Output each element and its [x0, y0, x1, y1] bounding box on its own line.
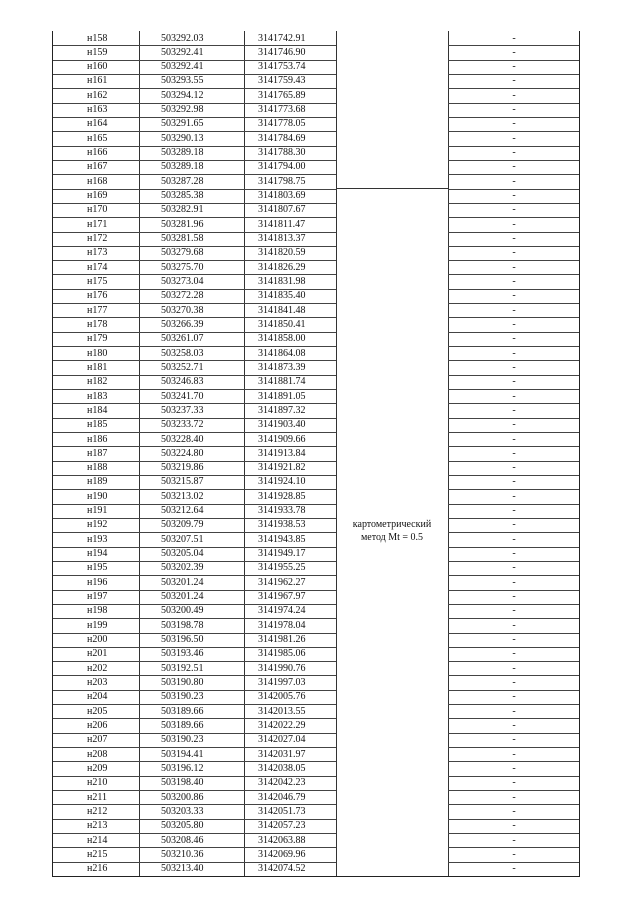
point-number: н162 — [87, 89, 108, 101]
x-coordinate: 503258.03 — [161, 347, 204, 359]
x-coordinate: 503205.80 — [161, 820, 204, 832]
x-coordinate: 503237.33 — [161, 404, 204, 416]
note-dash: - — [512, 318, 516, 330]
point-number: н181 — [87, 361, 108, 373]
x-coordinate: 503189.66 — [161, 719, 204, 731]
y-coordinate: 3142013.55 — [258, 705, 306, 717]
point-number: н192 — [87, 519, 108, 531]
y-coordinate: 3141742.91 — [258, 32, 306, 44]
y-coordinate: 3142074.52 — [258, 863, 306, 875]
y-coordinate: 3142051.73 — [258, 805, 306, 817]
x-coordinate: 503287.28 — [161, 175, 204, 187]
x-coordinate: 503193.46 — [161, 648, 204, 660]
note-dash: - — [512, 447, 516, 459]
column-divider — [448, 31, 449, 876]
x-coordinate: 503208.46 — [161, 834, 204, 846]
y-coordinate: 3141811.47 — [258, 218, 306, 230]
column-divider — [139, 31, 140, 876]
point-number: н198 — [87, 605, 108, 617]
y-coordinate: 3141903.40 — [258, 419, 306, 431]
y-coordinate: 3141864.08 — [258, 347, 306, 359]
y-coordinate: 3141831.98 — [258, 275, 306, 287]
y-coordinate: 3142063.88 — [258, 834, 306, 846]
point-number: н197 — [87, 591, 108, 603]
x-coordinate: 503213.02 — [161, 490, 204, 502]
point-number: н185 — [87, 419, 108, 431]
y-coordinate: 3141974.24 — [258, 605, 306, 617]
note-dash: - — [512, 634, 516, 646]
y-coordinate: 3142042.23 — [258, 777, 306, 789]
x-coordinate: 503273.04 — [161, 275, 204, 287]
note-dash: - — [512, 247, 516, 259]
y-coordinate: 3141794.00 — [258, 161, 306, 173]
x-coordinate: 503279.68 — [161, 247, 204, 259]
y-coordinate: 3142057.23 — [258, 820, 306, 832]
x-coordinate: 503292.03 — [161, 32, 204, 44]
point-number: н212 — [87, 805, 108, 817]
point-number: н210 — [87, 777, 108, 789]
note-dash: - — [512, 347, 516, 359]
note-dash: - — [512, 204, 516, 216]
point-number: н196 — [87, 576, 108, 588]
x-coordinate: 503215.87 — [161, 476, 204, 488]
x-coordinate: 503205.04 — [161, 548, 204, 560]
x-coordinate: 503292.98 — [161, 104, 204, 116]
note-dash: - — [512, 777, 516, 789]
note-dash: - — [512, 548, 516, 560]
x-coordinate: 503190.80 — [161, 676, 204, 688]
y-coordinate: 3141891.05 — [258, 390, 306, 402]
x-coordinate: 503219.86 — [161, 462, 204, 474]
method-cell — [336, 519, 448, 544]
x-coordinate: 503291.65 — [161, 118, 204, 130]
note-dash: - — [512, 61, 516, 73]
y-coordinate: 3141841.48 — [258, 304, 306, 316]
note-dash: - — [512, 820, 516, 832]
point-number: н160 — [87, 61, 108, 73]
y-coordinate: 3141765.89 — [258, 89, 306, 101]
point-number: н200 — [87, 634, 108, 646]
point-number: н168 — [87, 175, 108, 187]
point-number: н190 — [87, 490, 108, 502]
y-coordinate: 3141788.30 — [258, 147, 306, 159]
x-coordinate: 503270.38 — [161, 304, 204, 316]
x-coordinate: 503281.58 — [161, 233, 204, 244]
y-coordinate: 3141784.69 — [258, 132, 306, 144]
note-dash: - — [512, 390, 516, 402]
point-number: н169 — [87, 190, 108, 202]
y-coordinate: 3141873.39 — [258, 361, 306, 373]
note-dash: - — [512, 175, 516, 187]
point-number: н176 — [87, 290, 108, 302]
x-coordinate: 503198.78 — [161, 619, 204, 631]
y-coordinate: 3141858.00 — [258, 333, 306, 345]
x-coordinate: 503201.24 — [161, 591, 204, 603]
y-coordinate: 3141826.29 — [258, 261, 306, 273]
y-coordinate: 3142046.79 — [258, 791, 306, 803]
point-number: н161 — [87, 75, 108, 87]
y-coordinate: 3141897.32 — [258, 404, 306, 416]
x-coordinate: 503233.72 — [161, 419, 204, 431]
note-dash: - — [512, 275, 516, 287]
y-coordinate: 3141997.03 — [258, 676, 306, 688]
point-number: н187 — [87, 447, 108, 459]
point-number: н182 — [87, 376, 108, 388]
point-number: н178 — [87, 318, 108, 330]
note-dash: - — [512, 89, 516, 101]
note-dash: - — [512, 591, 516, 603]
point-number: н201 — [87, 648, 108, 660]
note-dash: - — [512, 676, 516, 688]
x-coordinate: 503196.12 — [161, 762, 204, 774]
point-number: н211 — [87, 791, 107, 803]
note-dash: - — [512, 863, 516, 875]
note-dash: - — [512, 562, 516, 574]
note-dash: - — [512, 404, 516, 416]
point-number: н175 — [87, 275, 108, 287]
x-coordinate: 503292.41 — [161, 61, 204, 73]
x-coordinate: 503203.33 — [161, 805, 204, 817]
x-coordinate: 503190.23 — [161, 691, 204, 703]
y-coordinate: 3142038.05 — [258, 762, 306, 774]
y-coordinate: 3141985.06 — [258, 648, 306, 660]
point-number: н183 — [87, 390, 108, 402]
note-dash: - — [512, 705, 516, 717]
y-coordinate: 3141798.75 — [258, 175, 306, 187]
point-number: н171 — [87, 218, 108, 230]
point-number: н174 — [87, 261, 108, 273]
y-coordinate: 3141928.85 — [258, 490, 306, 502]
y-coordinate: 3141924.10 — [258, 476, 306, 488]
point-number: н208 — [87, 748, 108, 760]
note-dash: - — [512, 619, 516, 631]
point-number: н163 — [87, 104, 108, 116]
note-dash: - — [512, 261, 516, 273]
y-coordinate: 3141773.68 — [258, 104, 306, 116]
x-coordinate: 503189.66 — [161, 705, 204, 717]
y-coordinate: 3141933.78 — [258, 505, 306, 517]
note-dash: - — [512, 46, 516, 58]
x-coordinate: 503290.13 — [161, 132, 204, 144]
point-number: н213 — [87, 820, 108, 832]
y-coordinate: 3141807.67 — [258, 204, 306, 216]
note-dash: - — [512, 118, 516, 130]
x-coordinate: 503261.07 — [161, 333, 204, 345]
x-coordinate: 503272.28 — [161, 290, 204, 302]
note-dash: - — [512, 719, 516, 731]
note-dash: - — [512, 748, 516, 760]
point-number: н180 — [87, 347, 108, 359]
note-dash: - — [512, 462, 516, 474]
x-coordinate: 503281.96 — [161, 218, 204, 230]
y-coordinate: 3142022.29 — [258, 719, 306, 731]
column-divider — [244, 31, 245, 876]
point-number: н194 — [87, 548, 108, 560]
x-coordinate: 503212.64 — [161, 505, 204, 517]
note-dash: - — [512, 376, 516, 388]
point-number: н214 — [87, 834, 108, 846]
point-number: н177 — [87, 304, 108, 316]
x-coordinate: 503200.49 — [161, 605, 204, 617]
y-coordinate: 3141803.69 — [258, 190, 306, 202]
point-number: н167 — [87, 161, 108, 173]
y-coordinate: 3141909.66 — [258, 433, 306, 445]
point-number: н193 — [87, 533, 108, 545]
y-coordinate: 3141938.53 — [258, 519, 306, 531]
point-number: н164 — [87, 118, 108, 130]
note-dash: - — [512, 533, 516, 545]
note-dash: - — [512, 304, 516, 316]
y-coordinate: 3142027.04 — [258, 734, 306, 746]
note-dash: - — [512, 734, 516, 746]
x-coordinate: 503285.38 — [161, 190, 204, 202]
note-dash: - — [512, 805, 516, 817]
note-dash: - — [512, 762, 516, 774]
point-number: н215 — [87, 848, 108, 860]
point-number: н159 — [87, 46, 108, 58]
point-number: н209 — [87, 762, 108, 774]
y-coordinate: 3141921.82 — [258, 462, 306, 474]
y-coordinate: 3141820.59 — [258, 247, 306, 259]
point-number: н158 — [87, 32, 108, 44]
note-dash: - — [512, 519, 516, 531]
note-dash: - — [512, 161, 516, 173]
point-number: н166 — [87, 147, 108, 159]
note-dash: - — [512, 662, 516, 674]
x-coordinate: 503246.83 — [161, 376, 204, 388]
x-coordinate: 503200.86 — [161, 791, 204, 803]
point-number: н170 — [87, 204, 108, 216]
point-number: н191 — [87, 505, 108, 517]
point-number: н165 — [87, 132, 108, 144]
y-coordinate: 3141753.74 — [258, 61, 306, 73]
x-coordinate: 503241.70 — [161, 390, 204, 402]
column-divider — [336, 31, 337, 876]
x-coordinate: 503210.36 — [161, 848, 204, 860]
x-coordinate: 503194.41 — [161, 748, 204, 760]
y-coordinate: 3141746.90 — [258, 46, 306, 58]
x-coordinate: 503292.41 — [161, 46, 204, 58]
point-number: н207 — [87, 734, 108, 746]
y-coordinate: 3141913.84 — [258, 447, 306, 459]
note-dash: - — [512, 791, 516, 803]
y-coordinate: 3141955.25 — [258, 562, 306, 574]
x-coordinate: 503282.91 — [161, 204, 204, 216]
note-dash: - — [512, 132, 516, 144]
note-dash: - — [512, 290, 516, 302]
point-number: н179 — [87, 333, 108, 345]
point-number: н216 — [87, 863, 108, 875]
merged-cell-divider — [336, 188, 448, 189]
point-number: н199 — [87, 619, 108, 631]
point-number: н173 — [87, 247, 108, 259]
note-dash: - — [512, 834, 516, 846]
note-dash: - — [512, 218, 516, 230]
x-coordinate: 503198.40 — [161, 777, 204, 789]
note-dash: - — [512, 333, 516, 345]
x-coordinate: 503294.12 — [161, 89, 204, 101]
x-coordinate: 503266.39 — [161, 318, 204, 330]
y-coordinate: 3141759.43 — [258, 75, 306, 87]
x-coordinate: 503201.24 — [161, 576, 204, 588]
x-coordinate: 503293.55 — [161, 75, 204, 87]
note-dash: - — [512, 32, 516, 44]
y-coordinate: 3141778.05 — [258, 118, 306, 130]
point-number: н206 — [87, 719, 108, 731]
point-number: н203 — [87, 676, 108, 688]
note-dash: - — [512, 476, 516, 488]
y-coordinate: 3142031.97 — [258, 748, 306, 760]
note-dash: - — [512, 490, 516, 502]
y-coordinate: 3141990.76 — [258, 662, 306, 674]
x-coordinate: 503213.40 — [161, 863, 204, 875]
x-coordinate: 503275.70 — [161, 261, 204, 273]
x-coordinate: 503224.80 — [161, 447, 204, 459]
y-coordinate: 3141949.17 — [258, 548, 306, 560]
note-dash: - — [512, 848, 516, 860]
x-coordinate: 503252.71 — [161, 361, 204, 373]
point-number: н184 — [87, 404, 108, 416]
x-coordinate: 503202.39 — [161, 562, 204, 574]
x-coordinate: 503207.51 — [161, 533, 204, 545]
point-number: н186 — [87, 433, 108, 445]
note-dash: - — [512, 691, 516, 703]
note-dash: - — [512, 104, 516, 116]
note-dash: - — [512, 147, 516, 159]
x-coordinate: 503228.40 — [161, 433, 204, 445]
y-coordinate: 3141835.40 — [258, 290, 306, 302]
x-coordinate: 503190.23 — [161, 734, 204, 746]
note-dash: - — [512, 605, 516, 617]
note-dash: - — [512, 233, 516, 244]
note-dash: - — [512, 505, 516, 517]
y-coordinate: 3141962.27 — [258, 576, 306, 588]
y-coordinate: 3141850.41 — [258, 318, 306, 330]
method-name: картометрический — [352, 519, 432, 530]
y-coordinate: 3141981.26 — [258, 634, 306, 646]
note-dash: - — [512, 419, 516, 431]
x-coordinate: 503192.51 — [161, 662, 204, 674]
point-number: н188 — [87, 462, 108, 474]
x-coordinate: 503209.79 — [161, 519, 204, 531]
x-coordinate: 503289.18 — [161, 161, 204, 173]
note-dash: - — [512, 648, 516, 660]
y-coordinate: 3141813.37 — [258, 233, 306, 244]
y-coordinate: 3141967.97 — [258, 591, 306, 603]
note-dash: - — [512, 190, 516, 202]
point-number: н202 — [87, 662, 108, 674]
y-coordinate: 3141881.74 — [258, 376, 306, 388]
x-coordinate: 503196.50 — [161, 634, 204, 646]
note-dash: - — [512, 433, 516, 445]
note-dash: - — [512, 75, 516, 87]
point-number: н204 — [87, 691, 108, 703]
method-accuracy: метод Mt = 0.5 — [360, 531, 424, 543]
coordinates-table — [52, 31, 580, 877]
y-coordinate: 3141978.04 — [258, 619, 306, 631]
note-dash: - — [512, 361, 516, 373]
y-coordinate: 3141943.85 — [258, 533, 306, 545]
point-number: н172 — [87, 233, 108, 244]
note-dash: - — [512, 576, 516, 588]
point-number: н195 — [87, 562, 108, 574]
point-number: н205 — [87, 705, 108, 717]
y-coordinate: 3142005.76 — [258, 691, 306, 703]
point-number: н189 — [87, 476, 108, 488]
y-coordinate: 3142069.96 — [258, 848, 306, 860]
x-coordinate: 503289.18 — [161, 147, 204, 159]
